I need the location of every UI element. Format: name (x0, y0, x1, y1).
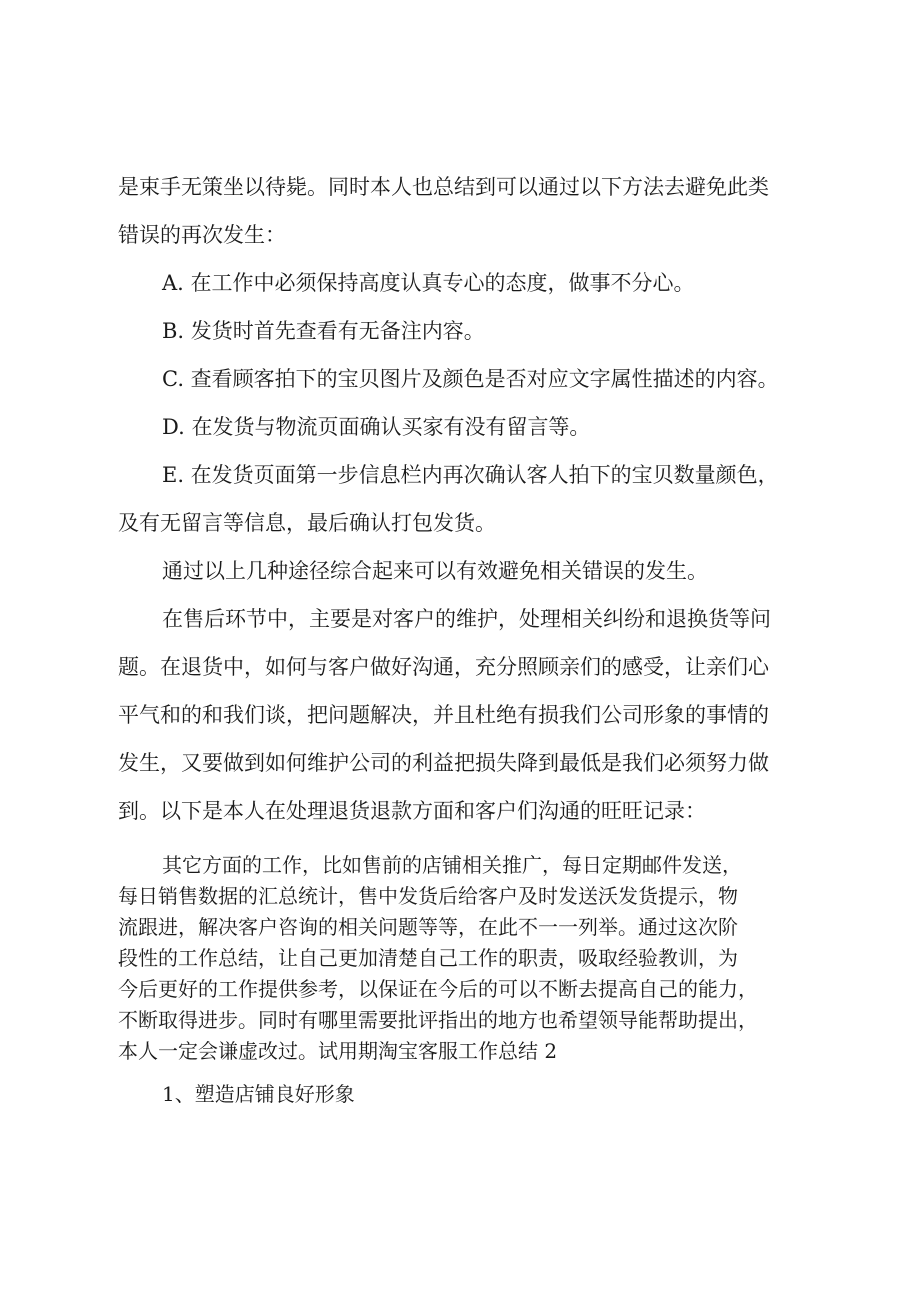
list-item-d: D. 在发货与物流页面确认买家有没有留言等。 (162, 415, 591, 439)
text-line: 不断取得进步。同时有哪里需要批评指出的地方也希望领导能帮助提出， (118, 1008, 758, 1032)
text-line: 在售后环节中，主要是对客户的维护，处理相关纠纷和退换货等问 (162, 607, 771, 631)
text-line: 题。在退货中，如何与客户做好沟通，充分照顾亲们的感受，让亲们心 (118, 655, 769, 679)
text-line: 发生，又要做到如何维护公司的利益把损失降到最低是我们必须努力做 (118, 751, 769, 775)
text-line: 是束手无策坐以待毙。同时本人也总结到可以通过以下方法去避免此类 (118, 175, 769, 199)
list-item-b: B. 发货时首先查看有无备注内容。 (162, 319, 485, 343)
text-line: 本人一定会谦虚改过。试用期淘宝客服工作总结 2 (118, 1039, 558, 1063)
text-line: 其它方面的工作，比如售前的店铺相关推广，每日定期邮件发送， (162, 853, 742, 877)
text-line: 通过以上几种途径综合起来可以有效避免相关错误的发生。 (162, 559, 708, 583)
text-line: 平气和的和我们谈，把问题解决，并且杜绝有损我们公司形象的事情的 (118, 703, 769, 727)
text-line: 段性的工作总结，让自己更加清楚自己工作的职责，吸取经验教训，为 (118, 946, 738, 970)
list-item-c: C. 查看顾客拍下的宝贝图片及颜色是否对应文字属性描述的内容。 (162, 367, 779, 391)
section-heading: 1、塑造店铺良好形象 (162, 1082, 355, 1106)
text-line: 及有无留言等信息，最后确认打包发货。 (118, 511, 496, 535)
text-line: 流跟进，解决客户咨询的相关问题等等，在此不一一列举。通过这次阶 (118, 915, 738, 939)
list-item-a: A. 在工作中必须保持高度认真专心的态度，做事不分心。 (162, 271, 695, 295)
text-line: 每日销售数据的汇总统计，售中发货后给客户及时发送沃发货提示，物 (118, 884, 738, 908)
text-line: 错误的再次发生： (118, 223, 286, 247)
text-line: 到。以下是本人在处理退货退款方面和客户们沟通的旺旺记录： (118, 799, 706, 823)
list-item-e: E. 在发货页面第一步信息栏内再次确认客人拍下的宝贝数量颜色， (162, 463, 779, 487)
text-line: 今后更好的工作提供参考，以保证在今后的可以不断去提高自己的能力， (118, 977, 758, 1001)
